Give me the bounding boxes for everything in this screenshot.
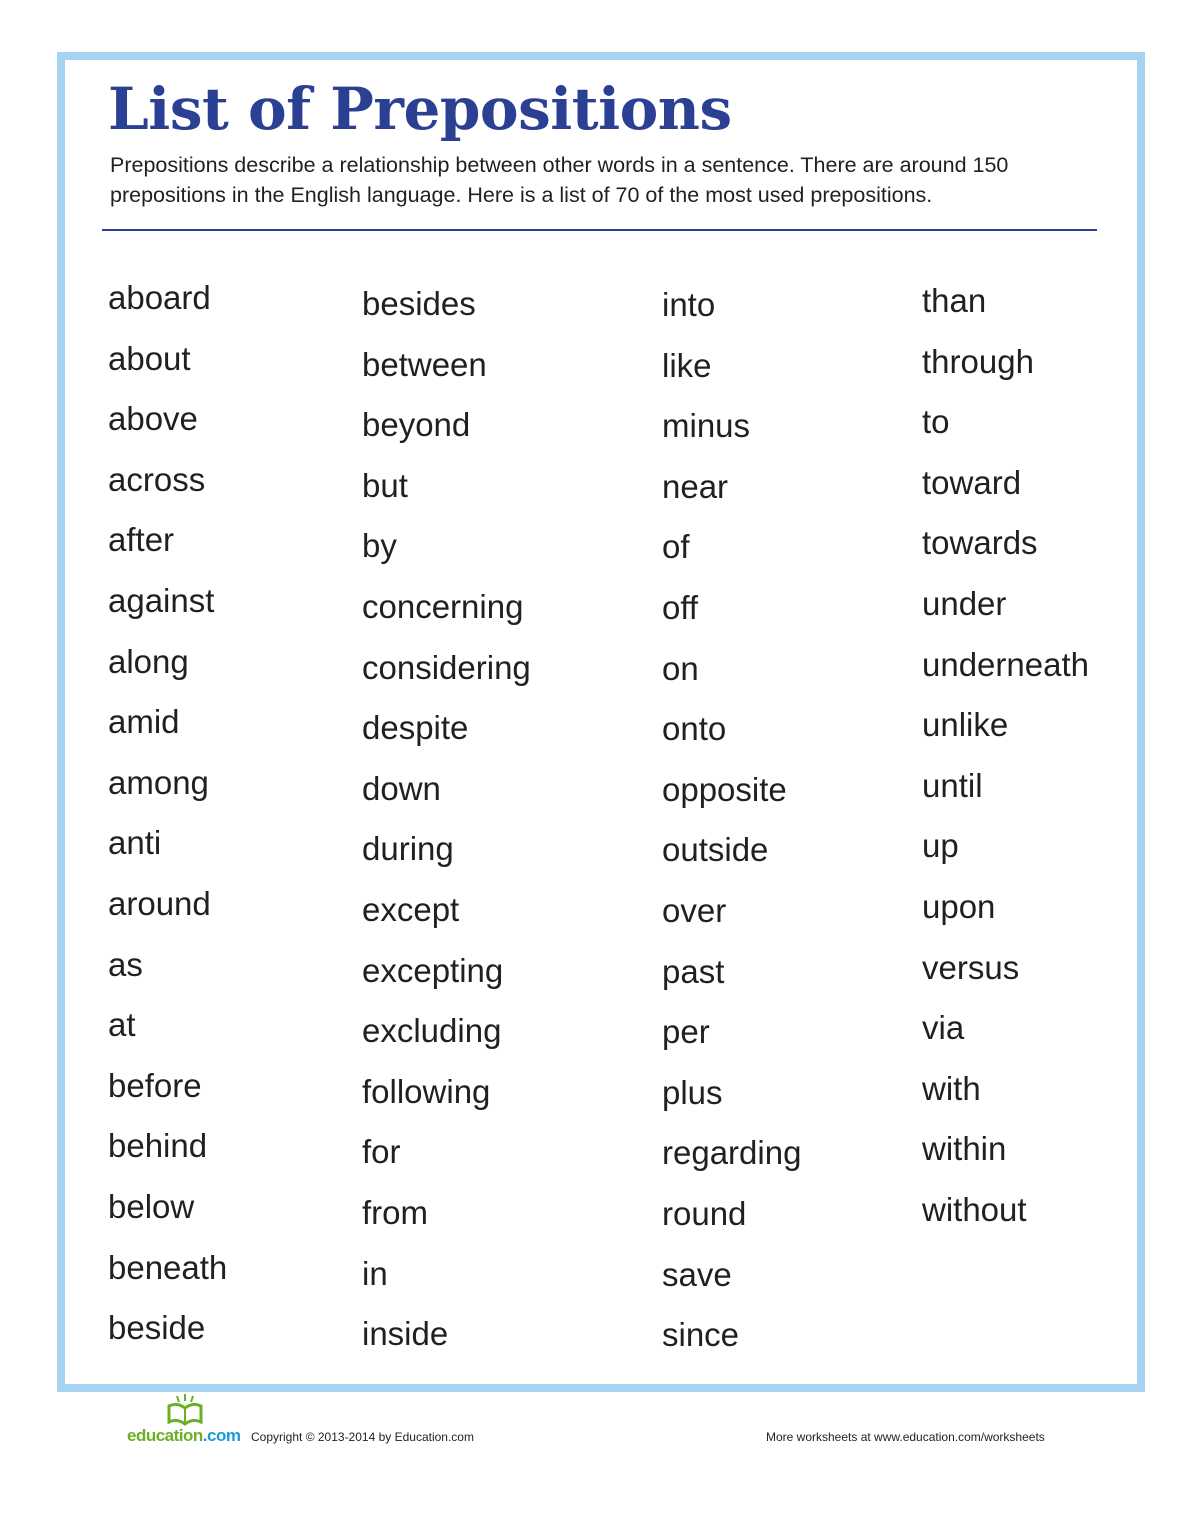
preposition-word: than: [922, 282, 987, 319]
preposition-word: via: [922, 1009, 965, 1047]
preposition-word: below: [108, 1187, 195, 1225]
logo-main-text: education: [127, 1426, 203, 1445]
preposition-word: towards: [922, 524, 1038, 562]
preposition-word: beside: [108, 1309, 206, 1347]
preposition-word: as: [108, 945, 143, 983]
preposition-word: following: [362, 1072, 491, 1110]
page-title: List of Prepositions: [108, 75, 732, 143]
preposition-word: onto: [662, 710, 727, 748]
preposition-word: plus: [662, 1073, 723, 1111]
preposition-word: underneath: [922, 645, 1089, 683]
preposition-word: beneath: [108, 1248, 228, 1286]
preposition-word: before: [108, 1066, 202, 1104]
preposition-column-2: [362, 282, 531, 1373]
preposition-word: off: [662, 588, 699, 626]
preposition-word: per: [662, 1013, 710, 1051]
preposition-word: around: [108, 884, 211, 922]
preposition-word: into: [662, 286, 716, 323]
preposition-column-3: [662, 283, 801, 1374]
book-icon: [165, 1394, 205, 1426]
preposition-word: along: [108, 642, 189, 680]
preposition-word: after: [108, 521, 175, 559]
preposition-word: outside: [662, 831, 769, 869]
preposition-word: between: [362, 345, 487, 383]
preposition-word: unlike: [922, 706, 1009, 744]
preposition-word: beyond: [362, 406, 471, 444]
preposition-word: toward: [922, 463, 1022, 501]
preposition-word: during: [362, 830, 454, 868]
preposition-word: excepting: [362, 951, 504, 989]
preposition-word: until: [922, 766, 983, 804]
preposition-column-1: [108, 276, 227, 1367]
footer: [0, 1390, 1200, 1460]
preposition-word: in: [362, 1254, 388, 1292]
preposition-word: near: [662, 467, 729, 505]
preposition-word: at: [108, 1006, 136, 1044]
preposition-word: past: [662, 952, 725, 990]
preposition-word: from: [362, 1193, 428, 1231]
preposition-word: behind: [108, 1127, 208, 1165]
preposition-word: without: [922, 1190, 1027, 1228]
preposition-word: considering: [362, 648, 531, 686]
copyright-text: Copyright © 2013-2014 by Education.com: [251, 1430, 474, 1444]
preposition-word: across: [108, 460, 206, 498]
preposition-word: up: [922, 827, 959, 865]
preposition-word: to: [922, 403, 950, 441]
title-divider: [102, 229, 1097, 231]
preposition-word: through: [922, 342, 1034, 380]
education-logo[interactable]: [127, 1394, 247, 1446]
preposition-word: round: [662, 1194, 747, 1232]
preposition-word: anti: [108, 824, 162, 862]
preposition-word: among: [108, 763, 209, 801]
preposition-word: despite: [362, 709, 469, 747]
preposition-word: by: [362, 527, 397, 565]
intro-text: Prepositions describe a relationship between other words in a sentence. There are around 150 prepositions in the English language. Here is a list of 70 of the most used prepositions.: [110, 153, 1009, 207]
preposition-word: save: [662, 1255, 732, 1293]
preposition-word: versus: [922, 948, 1020, 986]
preposition-word: upon: [922, 887, 996, 925]
preposition-word: over: [662, 891, 727, 929]
preposition-word: concerning: [362, 587, 524, 625]
preposition-word: amid: [108, 703, 180, 741]
preposition-word: but: [362, 466, 408, 504]
more-worksheets-text: More worksheets at www.education.com/worksheets: [766, 1430, 1045, 1444]
preposition-word: under: [922, 584, 1007, 622]
preposition-word: of: [662, 528, 690, 566]
preposition-word: regarding: [662, 1134, 802, 1172]
logo-tld-text: .com: [202, 1426, 241, 1445]
preposition-word: like: [662, 346, 712, 384]
preposition-word: down: [362, 769, 441, 807]
preposition-word: besides: [362, 285, 476, 322]
preposition-word: on: [662, 649, 699, 687]
preposition-word: for: [362, 1133, 401, 1171]
preposition-column-4: [922, 279, 1089, 1249]
preposition-word: since: [662, 1316, 740, 1354]
preposition-word: opposite: [662, 770, 787, 808]
logo-wordmark: [127, 1426, 240, 1446]
preposition-word: aboard: [108, 279, 211, 316]
preposition-word: minus: [662, 407, 751, 445]
preposition-word: inside: [362, 1315, 449, 1353]
preposition-word: about: [108, 339, 191, 377]
preposition-word: within: [922, 1130, 1007, 1168]
preposition-word: above: [108, 400, 198, 438]
preposition-word: with: [922, 1069, 981, 1107]
preposition-word: against: [108, 581, 215, 619]
preposition-word: excluding: [362, 1012, 502, 1050]
preposition-word: except: [362, 890, 460, 928]
